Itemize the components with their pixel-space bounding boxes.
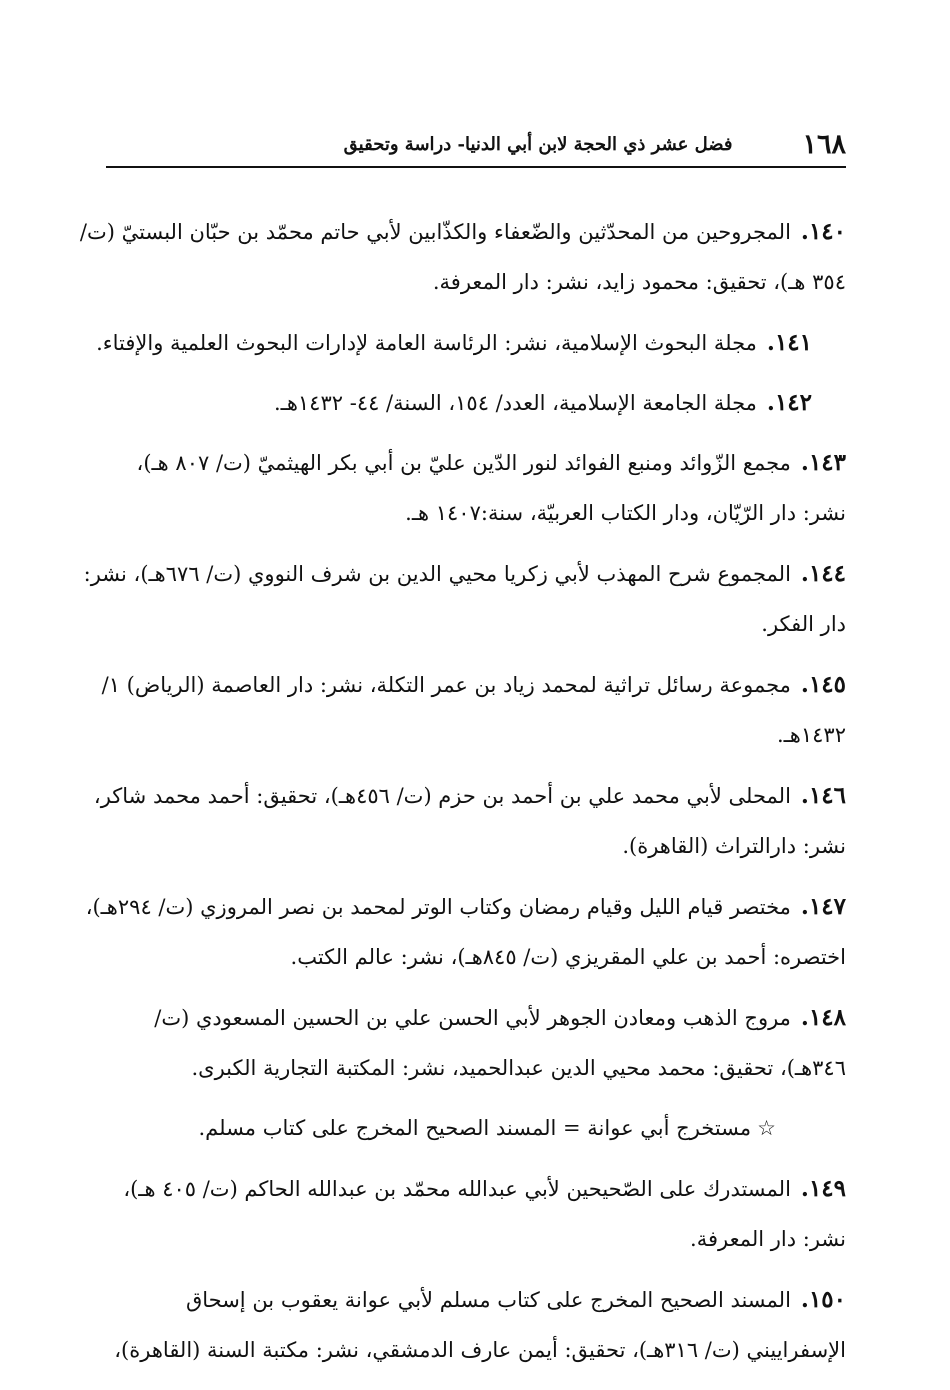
entry-continuation: اختصره: أحمد بن علي المقريزي (ت/ ٨٤٥هـ)، نشر: عالم الكتب. [290, 945, 846, 969]
entry-text: مجلة البحوث الإسلامية، نشر: الرئاسة العامة لإدارات البحوث العلمية والإفتاء. [96, 331, 757, 355]
bib-entry-140 [79, 206, 846, 308]
entry-number: ١٥٠. [800, 1286, 846, 1313]
entry-text: مختصر قيام الليل وقيام رمضان وكتاب الوتر لمحمد بن نصر المروزي (ت/ ٢٩٤هـ)، [85, 895, 791, 919]
entry-text: المسند الصحيح المخرج على كتاب مسلم لأبي عوانة يعقوب بن إسحاق [185, 1288, 791, 1312]
bib-entry-141 [96, 317, 846, 368]
entry-text: مروج الذهب ومعادن الجوهر لأبي الحسن علي بن الحسين المسعودي (ت/ [154, 1006, 791, 1030]
star-icon: ☆ [757, 1116, 776, 1140]
entry-text: المجموع شرح المهذب لأبي زكريا محيي الدين بن شرف النووي (ت/ ٦٧٦هـ)، نشر: [83, 562, 791, 586]
entry-continuation: نشر: دار المعرفة. [690, 1227, 846, 1251]
entry-continuation: ٣٥٤ هـ)، تحقيق: محمود زايد، نشر: دار المعرفة. [432, 270, 846, 294]
entry-continuation: نشر: دارالتراث (القاهرة). [622, 834, 846, 858]
bib-entry-146 [93, 770, 846, 872]
entry-number: ١٤٩. [800, 1175, 846, 1202]
header-title: فضل عشر ذي الحجة لابن أبي الدنيا- دراسة وتحقيق [343, 133, 733, 155]
entry-number: ١٤٧. [800, 893, 846, 920]
running-head [106, 122, 846, 168]
entry-number: ١٤٠. [800, 218, 846, 245]
entry-number: ١٤٤. [800, 560, 846, 587]
cross-reference-note [106, 1103, 846, 1154]
entry-text: مجموعة رسائل تراثية لمحمد زياد بن عمر التكلة، نشر: دار العاصمة (الرياض) ١/ [101, 673, 791, 697]
entry-continuation: الإسفراييني (ت/ ٣١٦هـ)، تحقيق: أيمن عارف الدمشقي، نشر: مكتبة السنة (القاهرة)، [114, 1338, 846, 1362]
note-text: مستخرج أبي عوانة = المسند الصحيح المخرج على كتاب مسلم. [198, 1116, 752, 1140]
bib-entry-143 [106, 437, 846, 539]
bib-entry-144 [83, 548, 846, 650]
entry-continuation: ٣٤٦هـ)، تحقيق: محمد محيي الدين عبدالحميد، نشر: المكتبة التجارية الكبرى. [191, 1056, 846, 1080]
entry-number: ١٤١. [766, 329, 812, 356]
entry-continuation: نشر: دار الرّيّان، ودار الكتاب العربيّة، سنة:١٤٠٧ هـ. [405, 501, 846, 525]
page-number: ١٦٨ [802, 128, 846, 160]
entry-continuation: دار الفكر. [761, 612, 846, 636]
entry-text: المستدرك على الصّحيحين لأبي عبدالله محمّد بن عبدالله الحاكم (ت/ ٤٠٥ هـ)، [123, 1177, 791, 1201]
entry-number: ١٤٨. [800, 1004, 846, 1031]
entry-number: ١٤٥. [800, 671, 846, 698]
entry-number: ١٤٢. [766, 389, 812, 416]
bib-entry-149 [106, 1163, 846, 1265]
bib-entry-147 [85, 881, 846, 983]
entry-number: ١٤٣. [800, 449, 846, 476]
entry-number: ١٤٦. [800, 782, 846, 809]
entry-text: المجروحين من المحدّثين والضّعفاء والكذّابين لأبي حاتم محمّد بن حبّان البستيّ (ت/ [79, 220, 791, 244]
bibliography-list [79, 206, 846, 1385]
entry-text: مجلة الجامعة الإسلامية، العدد/ ١٥٤، السنة/ ٤٤- ١٤٣٢هـ. [274, 391, 757, 415]
entry-text: المحلى لأبي محمد علي بن أحمد بن حزم (ت/ ٤٥٦هـ)، تحقيق: أحمد محمد شاكر، [93, 784, 791, 808]
bib-entry-142 [106, 377, 846, 428]
bib-entry-148 [106, 992, 846, 1094]
bib-entry-150 [106, 1274, 846, 1376]
entry-continuation: ١٤٣٢هـ. [776, 723, 846, 747]
entry-text: مجمع الزّوائد ومنبع الفوائد لنور الدّين عليّ بن أبي بكر الهيثميّ (ت/ ٨٠٧ هـ)، [136, 451, 791, 475]
bib-entry-145 [101, 659, 846, 761]
